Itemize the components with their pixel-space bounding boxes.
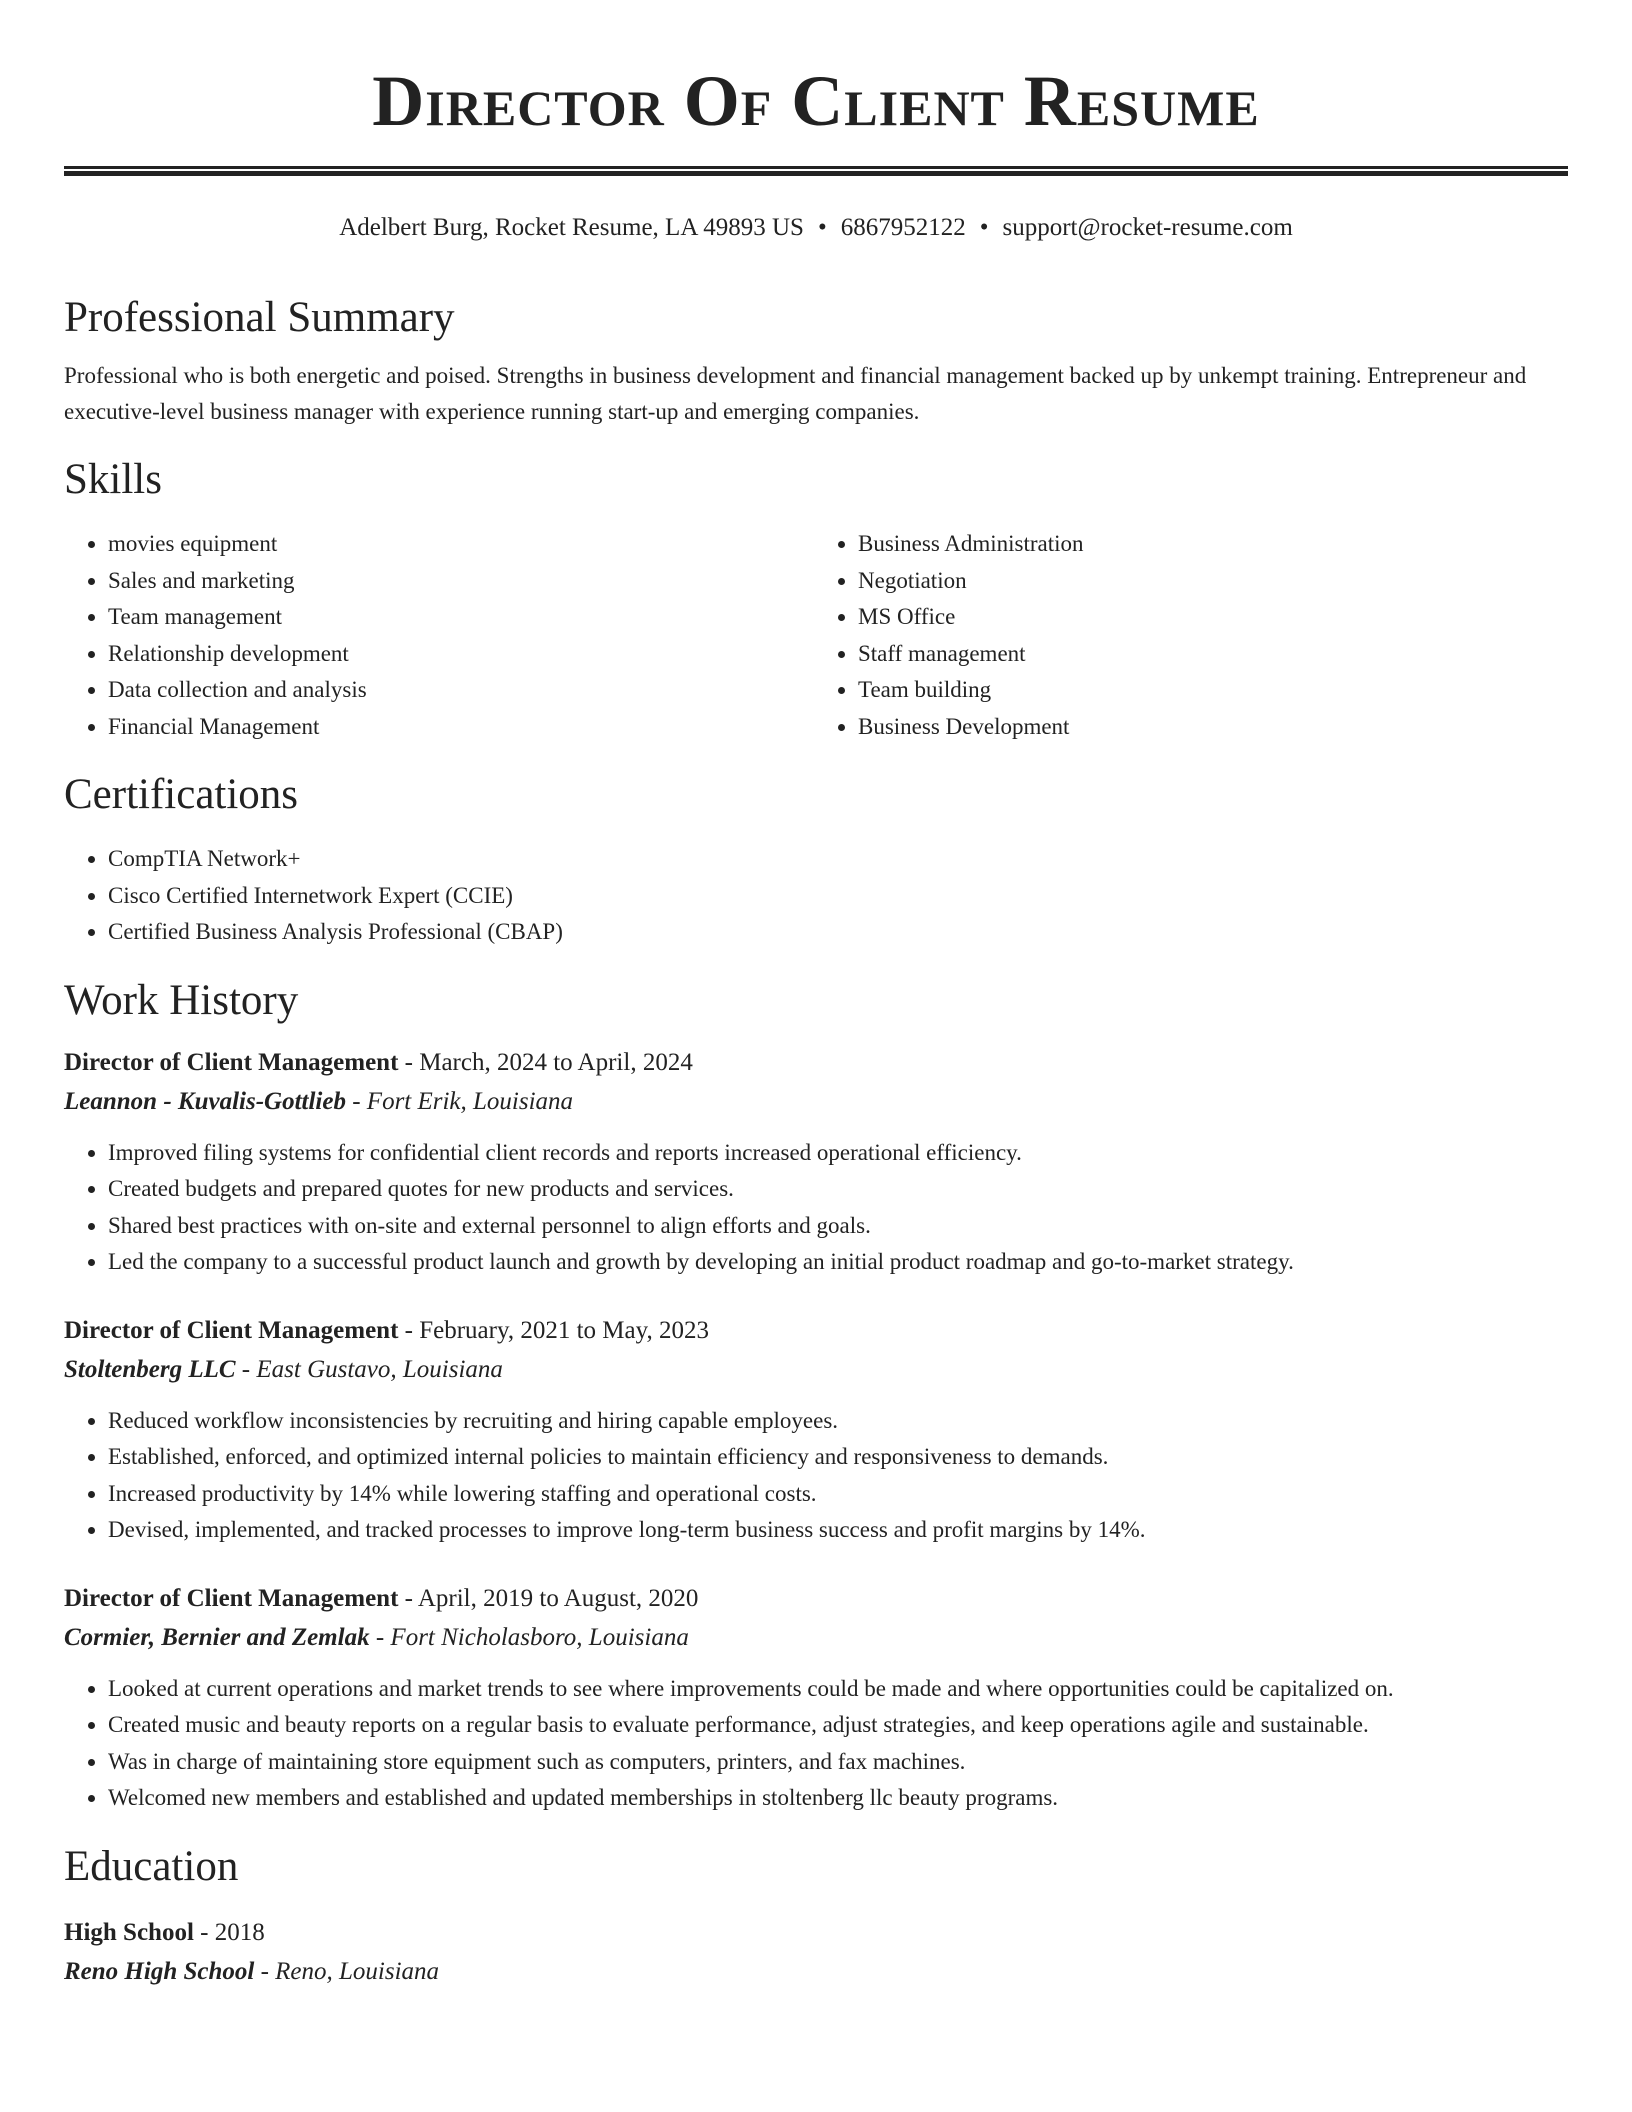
work-history-heading: Work History [64, 976, 299, 1024]
job-bullet: • Led the company to a successful product launch and growth by developing an initial product roadmap and go-to-market strategy. [108, 1244, 1568, 1281]
job-bullet: • Was in charge of maintaining store equipment such as computers, printers, and fax machines. [108, 1744, 1568, 1781]
certifications-heading: Certifications [64, 771, 299, 818]
skill-item: • Team building [858, 672, 1568, 709]
job-title-line [64, 1579, 1568, 1619]
education-entry [64, 1913, 1568, 1991]
job-bullet: • Increased productivity by 14% while lowering staffing and operational costs. [108, 1476, 1568, 1513]
skills-column-2 [816, 526, 1568, 745]
certification-item: • Certified Business Analysis Professional (CBAP) [108, 914, 1568, 951]
job-bullet: • Created budgets and prepared quotes for new products and services. [108, 1171, 1568, 1208]
job-location: - Fort Erik, Louisiana [345, 1087, 574, 1115]
education-degree: High School [64, 1918, 194, 1946]
skill-item: • Business Development [858, 709, 1568, 746]
education-location: - Reno, Louisiana [254, 1957, 440, 1985]
education-section [64, 1839, 1568, 1991]
job-company-line [64, 1619, 1568, 1657]
skill-item: • Financial Management [108, 709, 816, 746]
skill-item: • MS Office [858, 599, 1568, 636]
job-title: Director of Client Management [64, 1584, 399, 1612]
certifications-list [64, 841, 1568, 951]
skill-item: • Data collection and analysis [108, 672, 816, 709]
title-divider [64, 166, 1568, 176]
summary-section [64, 290, 1568, 430]
job-title: Director of Client Management [64, 1048, 399, 1076]
job-title-line [64, 1311, 1568, 1351]
job-company: Cormier, Bernier and Zemlak [64, 1623, 370, 1651]
job-bullet: • Improved filing systems for confidential client records and reports increased operational efficiency. [108, 1135, 1568, 1172]
job-company: Leannon - Kuvalis-Gottlieb [64, 1087, 346, 1115]
contact-separator: • [979, 214, 989, 241]
skills-section [64, 452, 1568, 745]
job-title-line [64, 1043, 1568, 1083]
contact-phone: 6867952122 [840, 214, 966, 241]
education-school: Reno High School [64, 1957, 255, 1985]
job-bullets [64, 1671, 1568, 1817]
education-school-line [64, 1953, 1568, 1991]
job-dates: - April, 2019 to August, 2020 [398, 1584, 699, 1612]
skill-item: • Sales and marketing [108, 563, 816, 600]
job-bullet: • Shared best practices with on-site and external personnel to align efforts and goals. [108, 1208, 1568, 1245]
job-title: Director of Client Management [64, 1316, 399, 1344]
skills-heading: Skills [64, 456, 162, 503]
job-bullet: • Created music and beauty reports on a regular basis to evaluate performance, adjust strategies, and keep operations agile and sustainable. [108, 1707, 1568, 1744]
job-dates: - February, 2021 to May, 2023 [398, 1316, 710, 1344]
education-heading: Education [64, 1842, 239, 1890]
skill-item: • movies equipment [108, 526, 816, 563]
job-bullet: • Looked at current operations and market trends to see where improvements could be made and where opportunities could be capitalized on. [108, 1671, 1568, 1708]
job-company: Stoltenberg LLC [64, 1355, 236, 1383]
job-bullet: • Devised, implemented, and tracked processes to improve long-term business success and profit margins by 14%. [108, 1512, 1568, 1549]
skills-columns [64, 526, 1568, 745]
job-entry [64, 1579, 1568, 1817]
contact-separator: • [817, 214, 827, 241]
skills-column-1 [64, 526, 816, 745]
skill-item: • Team management [108, 599, 816, 636]
skill-item: • Negotiation [858, 563, 1568, 600]
education-degree-line [64, 1913, 1568, 1953]
certification-item: • CompTIA Network+ [108, 841, 1568, 878]
certifications-section [64, 767, 1568, 951]
skill-item: • Staff management [858, 636, 1568, 673]
job-entry [64, 1311, 1568, 1549]
job-bullets [64, 1403, 1568, 1549]
certification-item: • Cisco Certified Internetwork Expert (CCIE) [108, 878, 1568, 915]
job-bullet: • Established, enforced, and optimized internal policies to maintain efficiency and responsiveness to demands. [108, 1439, 1568, 1476]
job-bullets [64, 1135, 1568, 1281]
skill-item: • Business Administration [858, 526, 1568, 563]
contact-line [64, 210, 1568, 246]
job-location: - Fort Nicholasboro, Louisiana [369, 1623, 689, 1651]
job-entry [64, 1043, 1568, 1281]
job-dates: - March, 2024 to April, 2024 [398, 1048, 693, 1076]
resume-title: Director Of Client Resume [372, 61, 1260, 141]
contact-email: support@rocket-resume.com [1002, 214, 1293, 241]
job-company-line [64, 1083, 1568, 1121]
work-history-section [64, 973, 1568, 1817]
summary-heading: Professional Summary [64, 294, 455, 341]
skill-item: • Relationship development [108, 636, 816, 673]
job-company-line [64, 1351, 1568, 1389]
education-year: - 2018 [193, 1918, 265, 1946]
job-bullet: • Welcomed new members and established and updated memberships in stoltenberg llc beauty programs. [108, 1780, 1568, 1817]
job-location: - East Gustavo, Louisiana [235, 1355, 503, 1383]
contact-address: Adelbert Burg, Rocket Resume, LA 49893 US [339, 214, 804, 241]
job-bullet: • Reduced workflow inconsistencies by recruiting and hiring capable employees. [108, 1403, 1568, 1440]
summary-text: Professional who is both energetic and poised. Strengths in business development and financial management backed up by unkempt training. Entrepreneur and executive-level business manager with experience running start-up and emerging companies. [64, 363, 1527, 424]
